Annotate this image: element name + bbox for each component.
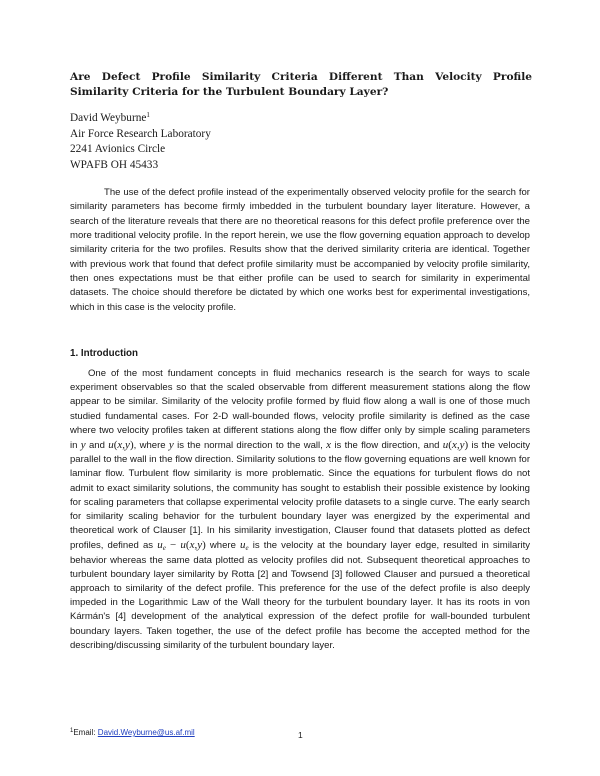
author-block	[70, 111, 211, 173]
paper-title: Are Defect Profile Similarity Criteria Different Than Velocity Profile Similarity Criteria for the Turbulent Boundary Layer?	[70, 71, 532, 98]
author-affiliation: Air Force Research Laboratory	[70, 127, 211, 140]
footnote-number: 1	[70, 728, 74, 734]
author-name-line	[70, 111, 211, 127]
footnote	[70, 728, 195, 737]
math-x: x	[326, 439, 332, 452]
intro-text-2: and	[88, 440, 105, 452]
author-street: 2241 Avionics Circle	[70, 143, 166, 156]
math-ue: $u_e$	[240, 539, 249, 553]
intro-paragraph	[70, 367, 530, 653]
footnote-label: Email:	[73, 728, 98, 737]
intro-text-1: One of the most fundament concepts in fluid mechanics research is the search for ways to scale experiment observables so that the scaled observable from different measurement stations along the flow appear to be similar. Similarity of the velocity profile formed by fluid flow along a wall is one of those much studied fundamental cases. For 2-D wall-bounded flows, velocity profile similarity is defined as the case where two velocity profiles taken at different stations along the flow differ only by simple scaling parameters in	[70, 368, 530, 452]
intro-text-5: is the flow direction, and	[334, 440, 440, 452]
page-number: 1	[298, 730, 303, 740]
intro-text-7: where	[209, 540, 236, 552]
math-u-of-xy-2: u(x,y)	[442, 439, 469, 452]
email-link[interactable]: David.Weyburne@us.af.mil	[97, 728, 195, 737]
math-y-2: y	[168, 439, 174, 452]
math-u-of-xy: u(x,y)	[108, 439, 134, 452]
math-y: y	[80, 439, 86, 452]
author-name: David Weyburne	[70, 112, 147, 124]
math-defect-expression: $u_e - u(x,y)$	[157, 539, 206, 553]
abstract-paragraph: The use of the defect profile instead of the experimentally observed velocity profile for the search for similarity parameters has become firmly imbedded in the turbulent boundary layer literature. However, a search of the literature reveals that there are no theoretical reasons for this defect profile preference over the more traditional velocity profile. In the report herein, we use the flow governing equation approach to develop similarity criteria for the two profiles. Results show that the derived similarity criteria are identical. Together with previous work that found that defect profile similarity must be accompanied by velocity profile similarity, then ones expectations must be that either profile can be used to search for similarity in experimental datasets. The choice should therefore be dictated by which one works best for experimental investigations, which in this case is the velocity profile.	[70, 187, 530, 313]
intro-text-8: is the velocity at the boundary layer edge, resulted in similarity behavior whereas the same data plotted as velocity profiles did not. Subsequent theoretical approaches to turbulent boundary layer similarity by Rotta [2] and Towsend [3] followed Clauser and pursued a theoretical approach to similarity of the defect profile. This preference for the use of the defect profile is also deeply impeded in the Logarithmic Law of the Wall theory for the turbulent boundary layer. It has its roots in von Kármán's [4] development of the analytical expression of the defect profile for wall-bounded turbulent boundary layers. Taken together, the use of the defect profile has become the accepted method for the describing/discussing similarity of the turbulent boundary layer.	[70, 540, 531, 651]
intro-text-6: is the velocity parallel to the wall in the flow direction. Similarity solutions to the flow governing equations are well known for laminar flow. Turbulent flow similarity is more problematic. Since the equations for turbulent flows do not admit to exact similarity solutions, the community has sought to establish their possible existence by looking for scaling parameters that collapse experimental velocity profile datasets to a single curve. The early search for similarity scaling behavior for the turbulent boundary layer was energized by the experimental and theoretical work of Clauser [1]. In his similarity investigation, Clauser found that datasets plotted as defect profiles, defined as	[70, 440, 531, 552]
intro-text-3: , where	[133, 440, 166, 452]
footnote-mark: 1	[146, 111, 150, 119]
author-city: WPAFB OH 45433	[70, 158, 159, 171]
intro-text-4: is the normal direction to the wall,	[177, 440, 323, 452]
section-heading: 1. Introduction	[70, 348, 139, 359]
